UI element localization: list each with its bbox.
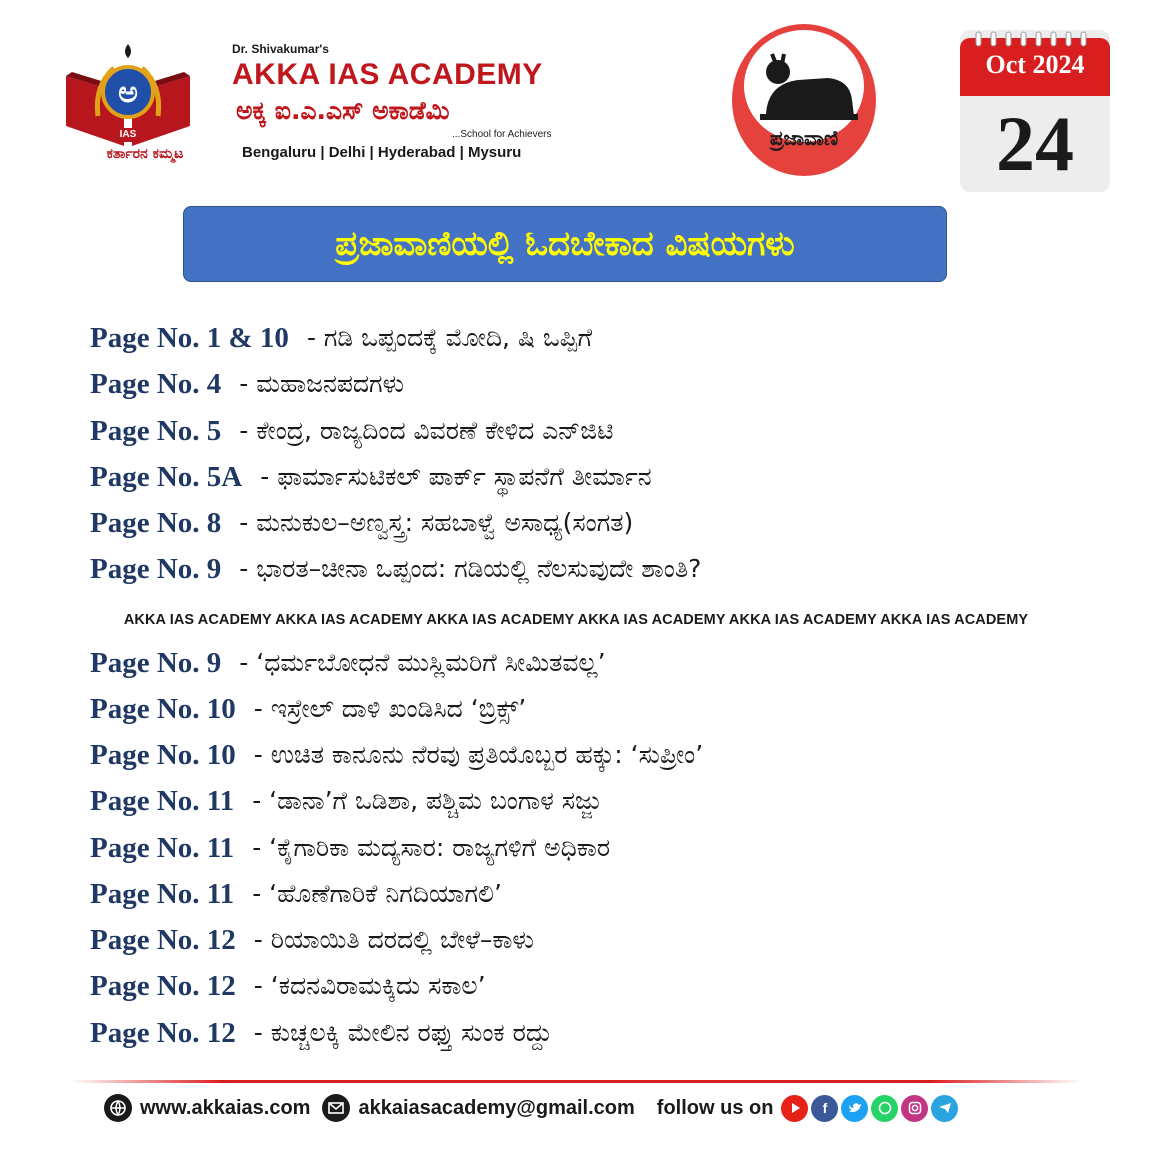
topic-title: - ಫಾರ್ಮಾಸುಟಿಕಲ್ ಪಾರ್ಕ್ ಸ್ಥಾಪನೆಗೆ ತೀರ್ಮಾನ <box>260 462 652 491</box>
brand-founder: Dr. Shivakumar's <box>232 42 329 56</box>
twitter-icon[interactable] <box>841 1095 868 1122</box>
list-item <box>90 781 601 821</box>
calendar-day: 24 <box>996 100 1074 187</box>
list-item <box>90 549 701 589</box>
topic-title: - ಕುಚ್ಚಲಕ್ಕಿ ಮೇಲಿನ ರಫ್ತು ಸುಂಕ ರದ್ದು <box>253 1018 553 1047</box>
email-link[interactable]: akkaiasacademy@gmail.com <box>358 1096 635 1119</box>
nandi-bull-icon <box>732 24 876 176</box>
page-number: Page No. 8 <box>90 506 222 539</box>
list-item <box>90 828 610 868</box>
list-item <box>90 689 526 729</box>
telegram-icon[interactable] <box>931 1095 958 1122</box>
topic-title: - ಇಸ್ರೇಲ್ ದಾಳಿ ಖಂಡಿಸಿದ ‘ಬ್ರಿಕ್ಸ್’ <box>253 694 527 723</box>
topic-title: - ಮನುಕುಲ–ಅಣ್ವಸ್ತ್ರ: ಸಹಬಾಳ್ವೆ ಅಸಾಧ್ಯ(ಸಂಗತ) <box>239 508 634 537</box>
watermark-strip: AKKA IAS ACADEMY AKKA IAS ACADEMY AKKA IAS ACADEMY AKKA IAS ACADEMY AKKA IAS ACADEMY AKKA IAS ACADEMY <box>123 612 1029 628</box>
topic-title: - ‘ಧರ್ಮಬೋಧನೆ ಮುಸ್ಲಿಮರಿಗೆ ಸೀಮಿತವಲ್ಲ’ <box>239 648 606 677</box>
page-number: Page No. 5A <box>90 460 243 493</box>
emblem-letter: ಅ <box>118 75 138 110</box>
newspaper-name: ಪ್ರಜಾವಾಣಿ <box>769 126 839 150</box>
page-number: Page No. 11 <box>90 877 235 910</box>
email-icon <box>322 1094 350 1122</box>
list-item <box>90 966 486 1006</box>
page-number: Page No. 1 & 10 <box>90 321 289 354</box>
brand-title-kannada: ಅಕ್ಕ ಐ.ಎ.ಎಸ್ ಅಕಾಡೆಮಿ <box>236 96 450 125</box>
page-number: Page No. 11 <box>90 831 235 864</box>
date-calendar <box>960 30 1110 192</box>
brand-cities: Bengaluru | Delhi | Hyderabad | Mysuru <box>242 144 522 161</box>
footer-divider <box>70 1080 1082 1083</box>
list-item <box>90 457 652 497</box>
brand-title: AKKA IAS ACADEMY <box>232 58 543 91</box>
topic-title: - ‘ಕದನವಿರಾಮಕ್ಕಿದು ಸಕಾಲ’ <box>253 971 486 1000</box>
emblem-badge: IAS <box>119 129 137 140</box>
page-number: Page No. 12 <box>90 923 236 956</box>
calendar-rings-icon <box>974 30 1098 48</box>
topic-title: - ‘ಕೈಗಾರಿಕಾ ಮದ್ಯಸಾರ: ರಾಜ್ಯಗಳಿಗೆ ಅಧಿಕಾರ <box>252 833 611 862</box>
page-number: Page No. 4 <box>90 367 222 400</box>
globe-icon <box>104 1094 132 1122</box>
topic-title: - ಮಹಾಜನಪದಗಳು <box>239 369 405 398</box>
page-number: Page No. 12 <box>90 1016 236 1049</box>
academy-logo <box>62 42 194 152</box>
instagram-icon[interactable] <box>901 1095 928 1122</box>
youtube-icon[interactable] <box>781 1095 808 1122</box>
topic-title: - ಕೇಂದ್ರ, ರಾಜ್ಯದಿಂದ ವಿವರಣೆ ಕೇಳಿದ ಎನ್‌ಜಿಟಿ <box>239 416 614 445</box>
follow-label: follow us on <box>656 1096 774 1119</box>
brand-slogan: ...School for Achievers <box>452 129 552 140</box>
footer-contacts <box>104 1092 961 1124</box>
page-number: Page No. 11 <box>90 784 235 817</box>
page-number: Page No. 10 <box>90 738 236 771</box>
page-number: Page No. 5 <box>90 414 222 447</box>
topic-title: - ಉಚಿತ ಕಾನೂನು ನೆರವು ಪ್ರತಿಯೊಬ್ಬರ ಹಕ್ಕು: ‘ಸುಪ್ರೀಂ’ <box>253 740 704 769</box>
list-item <box>90 318 592 358</box>
list-item <box>90 735 703 775</box>
facebook-icon[interactable]: f <box>811 1095 838 1122</box>
section-banner <box>183 206 947 282</box>
topic-title: - ಭಾರತ–ಚೀನಾ ಒಪ್ಪಂದ: ಗಡಿಯಲ್ಲಿ ನೆಲಸುವುದೇ ಶಾಂತಿ? <box>239 554 702 583</box>
topic-title: - ರಿಯಾಯಿತಿ ದರದಲ್ಲಿ ಬೇಳೆ–ಕಾಳು <box>253 925 534 954</box>
logo-tagline: ಕರ್ತಾರನ ಕಮ್ಮಟ <box>106 146 184 162</box>
list-item <box>90 874 502 914</box>
topic-title: - ‘ಹೊಣೆಗಾರಿಕೆ ನಿಗದಿಯಾಗಲಿ’ <box>252 879 502 908</box>
page-number: Page No. 9 <box>90 552 222 585</box>
newspaper-logo <box>732 24 876 176</box>
page-number: Page No. 12 <box>90 969 236 1002</box>
page-number: Page No. 10 <box>90 692 236 725</box>
list-item <box>90 364 404 404</box>
topic-title: - ಗಡಿ ಒಪ್ಪಂದಕ್ಕೆ ಮೋದಿ, ಷಿ ಒಪ್ಪಿಗೆ <box>306 323 593 352</box>
list-item <box>90 643 606 683</box>
topic-title: - ‘ಡಾನಾ’ಗೆ ಒಡಿಶಾ, ಪಶ್ಚಿಮ ಬಂಗಾಳ ಸಜ್ಜು <box>252 786 602 815</box>
banner-title: ಪ್ರಜಾವಾಣಿಯಲ್ಲಿ ಓದಬೇಕಾದ ವಿಷಯಗಳು <box>335 224 795 264</box>
list-item <box>90 920 534 960</box>
calendar-month: Oct 2024 <box>985 50 1085 79</box>
page-number: Page No. 9 <box>90 646 222 679</box>
website-link[interactable]: www.akkaias.com <box>140 1096 311 1119</box>
list-item <box>90 1013 552 1053</box>
list-item <box>90 503 633 543</box>
whatsapp-icon[interactable] <box>871 1095 898 1122</box>
list-item <box>90 411 613 451</box>
